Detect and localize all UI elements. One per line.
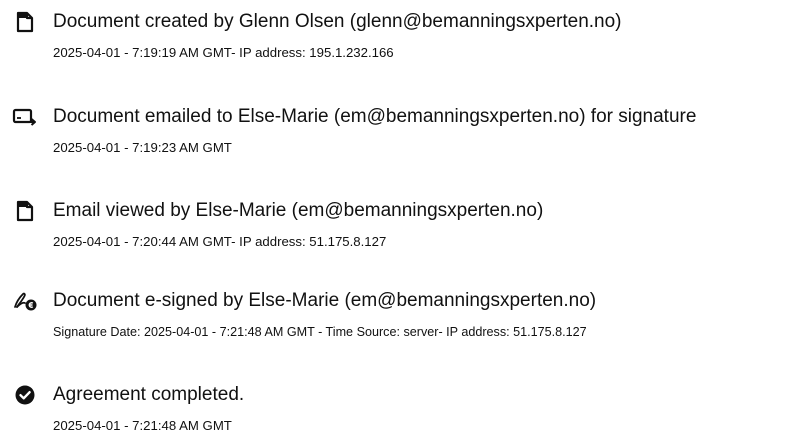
- e-signed-icon: [12, 289, 38, 313]
- check-circle-icon: [12, 383, 38, 407]
- event-title: Document e-signed by Else-Marie (em@bemanningsxperten.no): [53, 290, 597, 311]
- event-detail: 2025-04-01 - 7:21:48 AM GMT: [53, 418, 232, 433]
- event-detail: 2025-04-01 - 7:20:44 AM GMT- IP address: 51.175.8.127: [53, 234, 387, 249]
- event-detail: Signature Date: 2025-04-01 - 7:21:48 AM GMT - Time Source: server- IP address: 51.175.8.127: [53, 325, 587, 339]
- event-detail: 2025-04-01 - 7:19:23 AM GMT: [53, 140, 232, 155]
- document-emailed-icon: [12, 105, 38, 129]
- document-created-icon: [12, 10, 38, 34]
- event-title: Document emailed to Else-Marie (em@bemanningsxperten.no) for signature: [53, 106, 697, 127]
- event-detail: 2025-04-01 - 7:19:19 AM GMT- IP address: 195.1.232.166: [53, 45, 394, 60]
- email-viewed-icon: [12, 199, 38, 223]
- event-title: Agreement completed.: [53, 384, 245, 405]
- event-title: Document created by Glenn Olsen (glenn@bemanningsxperten.no): [53, 11, 622, 32]
- event-title: Email viewed by Else-Marie (em@bemanningsxperten.no): [53, 200, 544, 221]
